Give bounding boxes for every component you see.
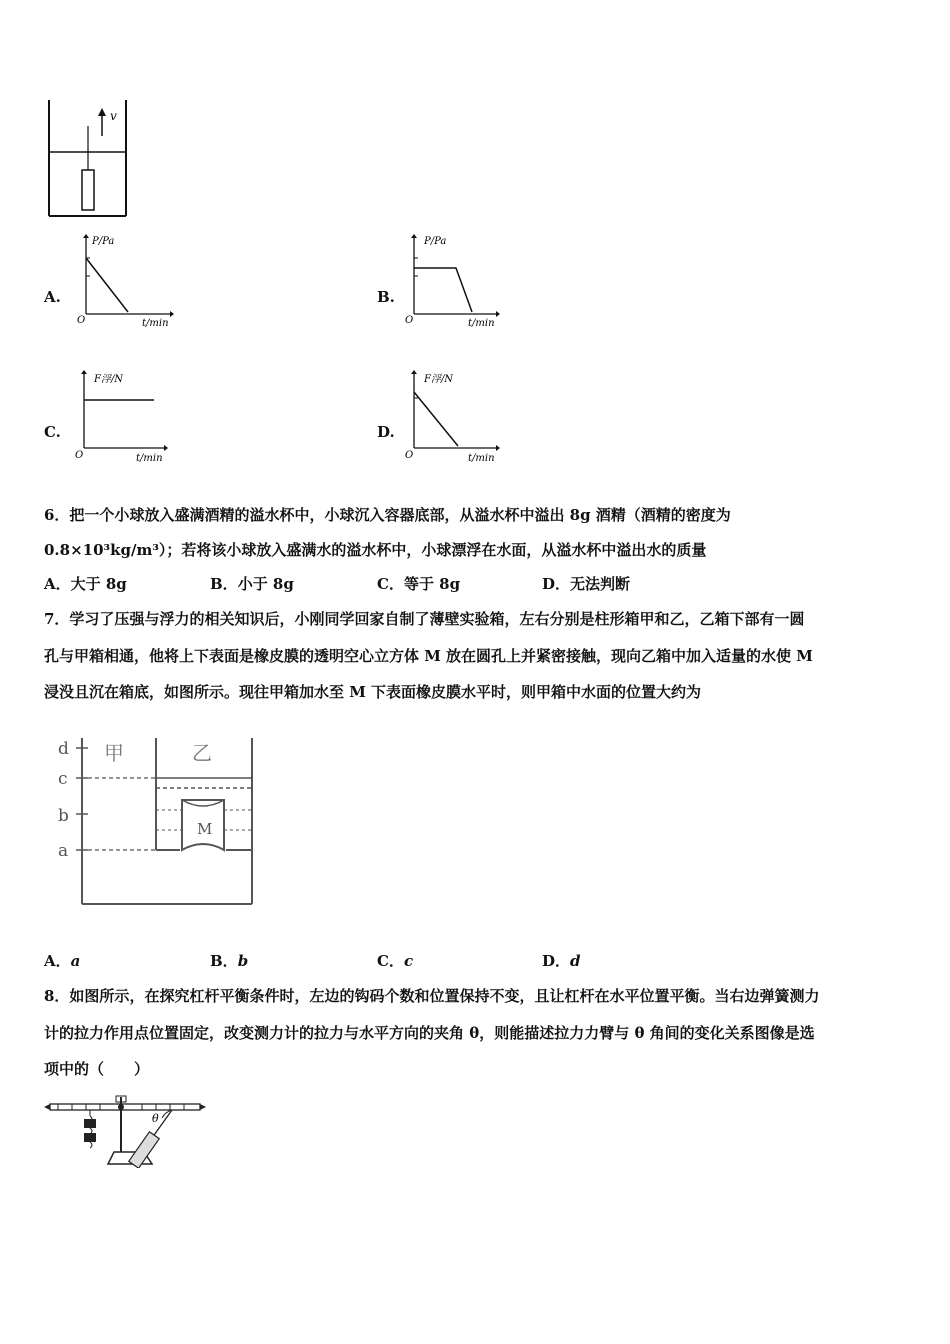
q7-option-d[interactable] (542, 951, 581, 971)
option-text: a (70, 952, 81, 970)
option-text: 小于 8g (237, 575, 294, 593)
axis-label-x: t/min (468, 318, 495, 328)
q6-line-1: 6．把一个小球放入盛满酒精的溢水杯中，小球沉入容器底部，从溢水杯中溢出 8g 酒精（酒精的密度为 (44, 506, 731, 524)
angle-label: θ (152, 1112, 159, 1125)
level-label-b: b (58, 806, 69, 826)
option-letter: D． (542, 952, 571, 970)
option-letter: B． (210, 575, 238, 593)
axis-label-x: t/min (136, 453, 163, 464)
q7-option-a[interactable] (44, 951, 80, 971)
cube-label: M (197, 820, 213, 838)
q5-graph-b (402, 232, 502, 328)
q5-option-b-letter[interactable]: B. (377, 288, 395, 306)
option-letter: B． (210, 952, 238, 970)
q8-line-2: 计的拉力作用点位置固定，改变测力计的拉力与水平方向的夹角 θ，则能描述拉力力臂与 θ 角间的变化关系图像是选 (44, 1024, 815, 1042)
axis-label-y: P/Pa (424, 236, 447, 247)
origin-label: O (77, 315, 86, 326)
axis-label-y: F浮/N (424, 374, 454, 385)
option-text: c (403, 952, 414, 970)
q6-option-a[interactable] (44, 574, 127, 594)
level-label-a: a (58, 841, 69, 861)
origin-label: O (405, 315, 414, 326)
option-letter: A． (44, 952, 71, 970)
q8-line-1: 8．如图所示，在探究杠杆平衡条件时，左边的钩码个数和位置保持不变，且让杠杆在水平位置平衡。当右边弹簧测力 (44, 987, 820, 1005)
q5-graph-a (72, 232, 174, 328)
option-text: 大于 8g (70, 575, 127, 593)
q6-option-d[interactable] (542, 574, 630, 594)
q7-option-b[interactable] (210, 951, 248, 971)
level-label-c: c (58, 769, 68, 789)
origin-label: O (75, 450, 84, 461)
q5-option-a-letter[interactable]: A. (44, 288, 61, 306)
q5-option-d-letter[interactable]: D. (377, 423, 395, 441)
axis-label-y: F浮/N (94, 374, 124, 385)
lever-figure (44, 1092, 210, 1168)
q5-option-c-letter[interactable]: C. (44, 423, 61, 441)
option-text: d (570, 952, 581, 970)
container-figure (44, 98, 134, 224)
option-text: 无法判断 (570, 575, 631, 593)
q7-line-1: 7．学习了压强与浮力的相关知识后，小刚同学回家自制了薄壁实验箱，左右分别是柱形箱甲和乙，乙箱下部有一圆 (44, 610, 805, 628)
level-label-d: d (58, 739, 69, 759)
q5-graph-d (402, 368, 502, 464)
q7-option-c[interactable] (377, 951, 413, 971)
q8-line-3: 项中的（ ） (44, 1060, 150, 1078)
q6-option-c[interactable] (377, 574, 460, 594)
axis-label-x: t/min (142, 318, 169, 328)
box-label-yi: 乙 (192, 741, 212, 765)
q6-option-b[interactable] (210, 574, 294, 594)
option-letter: C． (377, 952, 404, 970)
axis-label-x: t/min (468, 453, 495, 464)
option-letter: C． (377, 575, 404, 593)
tank-figure (52, 730, 264, 912)
option-letter: D． (542, 575, 571, 593)
velocity-label: v (110, 109, 117, 123)
option-text: 等于 8g (403, 575, 461, 593)
q7-line-2: 孔与甲箱相通，他将上下表面是橡皮膜的透明空心立方体 M 放在圆孔上并紧密接触，现向乙箱中加入适量的水使 M (44, 647, 813, 665)
option-letter: A． (44, 575, 71, 593)
q5-graph-c (72, 368, 172, 464)
box-label-jia: 甲 (104, 741, 124, 765)
q7-line-3: 浸没且沉在箱底，如图所示。现往甲箱加水至 M 下表面橡皮膜水平时，则甲箱中水面的位置大约为 (44, 683, 702, 701)
origin-label: O (405, 450, 414, 461)
option-text: b (237, 952, 249, 970)
axis-label-y: P/Pa (92, 236, 115, 247)
q6-line-2: 0.8×10³kg/m³）；若将该小球放入盛满水的溢水杯中，小球漂浮在水面，从溢水杯中溢出水的质量 (44, 541, 707, 559)
